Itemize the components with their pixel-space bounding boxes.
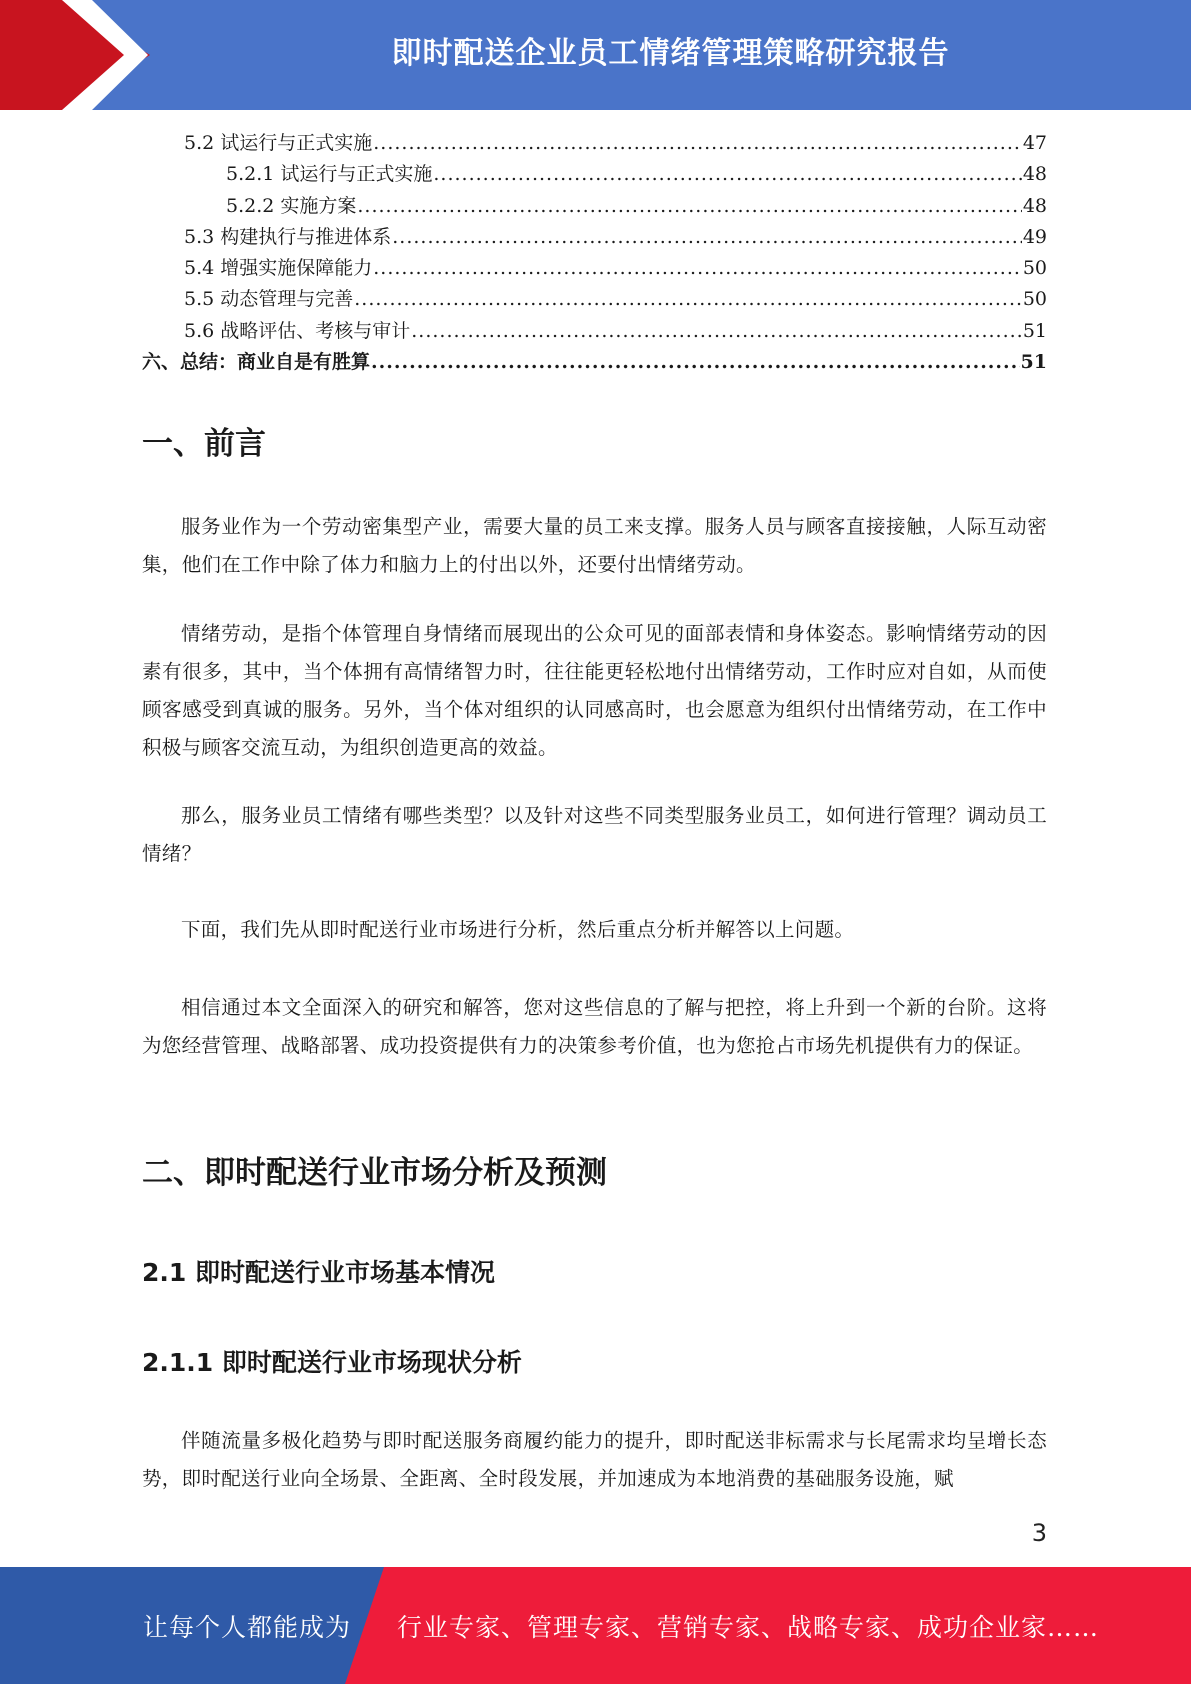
toc-entry[interactable] [142,191,1047,222]
toc-leader-dots [354,288,1022,310]
toc-entry[interactable] [142,222,1047,253]
toc-leader-dots [357,195,1021,217]
toc-entry-page: 48 [1022,194,1047,217]
paragraph [142,911,1047,949]
toc-entry-page: 51 [1020,351,1047,374]
body-text: 伴随流量多极化趋势与即时配送服务商履约能力的提升，即时配送非标需求与长尾需求均呈增长态势，即时配送行业向全场景、全距离、全时段发展，并加速成为本地消费的基础服务设施，赋 [142,1429,1047,1490]
paragraph [142,615,1047,767]
footer-slogan-right: 行业专家、管理专家、营销专家、战略专家、成功企业家…… [397,1612,1100,1642]
toc-entry[interactable] [142,316,1047,347]
page-footer [0,1567,1191,1684]
toc-leader-dots [411,320,1022,342]
toc-entry-label: 5.2 试运行与正式实施 [184,132,373,154]
toc-leader-dots [373,257,1022,279]
toc-entry-page: 50 [1022,288,1047,311]
table-of-contents [142,128,1047,378]
toc-leader-dots [371,351,1020,373]
subsection-heading [142,1253,1047,1289]
toc-entry[interactable] [142,159,1047,190]
toc-leader-dots [373,132,1022,154]
body-text: 情绪劳动，是指个体管理自身情绪而展现出的公众可见的面部表情和身体姿态。影响情绪劳动的因素有很多，其中，当个体拥有高情绪智力时，往往能更轻松地付出情绪劳动，工作时应对自如，从而使顾客感受到真诚的服务。另外，当个体对组织的认同感高时，也会愿意为组织付出情绪劳动，在工作中积极与顾客交流互动，为组织创造更高的效益。 [142,622,1047,759]
paragraph [142,1422,1047,1498]
subsection-heading [142,1343,1047,1379]
toc-entry-page: 51 [1022,319,1047,342]
section-title: 二、即时配送行业市场分析及预测 [142,1155,607,1191]
section-title: 一、前言 [142,426,266,462]
subsection-title: 2.1 即时配送行业市场基本情况 [142,1258,495,1287]
body-text: 下面，我们先从即时配送行业市场进行分析，然后重点分析并解答以上问题。 [181,918,855,941]
toc-entry-label: 5.4 增强实施保障能力 [184,257,373,280]
page-number: 3 [1031,1519,1047,1547]
toc-entry-label: 5.5 动态管理与完善 [184,288,354,311]
toc-entry-label: 5.6 战略评估、考核与审计 [184,319,411,342]
toc-entry-label: 六、总结：商业自是有胜算 [142,351,371,374]
toc-entry[interactable] [142,284,1047,315]
toc-leader-dots [433,163,1021,185]
page-header [0,0,1191,110]
body-text: 相信通过本文全面深入的研究和解答，您对这些信息的了解与把控，将上升到一个新的台阶。这将为您经营管理、战略部署、成功投资提供有力的决策参考价值，也为您抢占市场先机提供有力的保证。 [142,996,1047,1057]
toc-entry-page: 49 [1022,225,1047,248]
toc-entry[interactable] [142,347,1047,378]
toc-entry-page: 48 [1022,163,1047,186]
paragraph [142,989,1047,1065]
toc-entry[interactable] [142,128,1047,159]
toc-entry-label: 5.2.1 试运行与正式实施 [226,163,433,186]
section-heading [142,1147,1047,1192]
toc-entry-label: 5.3 构建执行与推进体系 [184,225,392,248]
paragraph [142,797,1047,873]
toc-leader-dots [392,226,1022,248]
toc-entry-page: 47 [1022,132,1047,154]
section-heading [142,418,1047,463]
toc-entry-page: 50 [1022,257,1047,280]
toc-entry-label: 5.2.2 实施方案 [226,194,357,217]
footer-slogan-left: 让每个人都能成为 [143,1612,352,1642]
body-text: 服务业作为一个劳动密集型产业，需要大量的员工来支撑。服务人员与顾客直接接触，人际互动密集，他们在工作中除了体力和脑力上的付出以外，还要付出情绪劳动。 [142,515,1047,576]
header-title: 即时配送企业员工情绪管理策略研究报告 [391,36,950,71]
subsection-title: 2.1.1 即时配送行业市场现状分析 [142,1348,522,1377]
paragraph [142,508,1047,584]
toc-entry[interactable] [142,253,1047,284]
body-text: 那么，服务业员工情绪有哪些类型？以及针对这些不同类型服务业员工，如何进行管理？调动员工情绪？ [142,804,1047,865]
